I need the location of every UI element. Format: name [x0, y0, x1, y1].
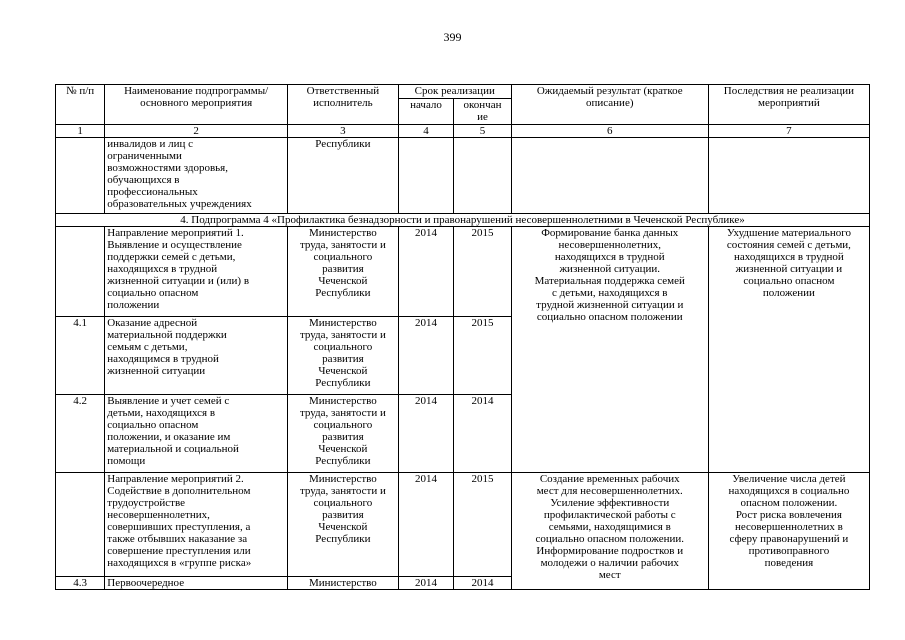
column-numbers-row — [56, 125, 870, 138]
header-executor: Ответственный исполнитель — [287, 85, 398, 125]
header-name: Наименование подпрограммы/ основного мероприятия — [105, 85, 288, 125]
row-name: Выявление и учет семей с детьми, находящихся в социально опасном положении, и оказание им материальной и социальной помощи — [105, 395, 288, 473]
colnum-4: 4 — [398, 125, 453, 138]
row-executor: Министерство труда, занятости и социального развития Чеченской Республики — [287, 227, 398, 317]
row-name: Первоочередное — [105, 577, 288, 590]
row-executor: Министерство труда, занятости и социального развития Чеченской Республики — [287, 395, 398, 473]
row-end: 2015 — [454, 317, 511, 395]
header-row — [56, 85, 870, 99]
row-executor: Министерство труда, занятости и социального развития Чеченской Республики — [287, 317, 398, 395]
table-row — [56, 227, 870, 317]
row-result: Создание временных рабочих мест для несовершеннолетних. Усиление эффективности профилактической работы с семьями, находящимися в социально опасном положении. Информирование подростков и молодежи о наличии рабочих мест — [511, 473, 708, 590]
colnum-3: 3 — [287, 125, 398, 138]
row-executor: Республики — [287, 138, 398, 214]
row-name: Направление мероприятий 2. Содействие в дополнительном трудоустройстве несовершеннолетних, совершивших преступления, а также отбывших наказание за совершение преступления или находящихся в «группе риска» — [105, 473, 288, 577]
page-number: 399 — [443, 30, 462, 44]
row-end: 2015 — [454, 227, 511, 317]
row-start: 2014 — [398, 317, 453, 395]
row-start: 2014 — [398, 395, 453, 473]
row-end: 2014 — [454, 395, 511, 473]
header-end: окончан ие — [454, 99, 511, 125]
table-row — [56, 138, 870, 214]
measures-table — [55, 84, 870, 590]
row-result: Формирование банка данных несовершеннолетних, находящихся в трудной жизненной ситуации. Материальная поддержка семей с детьми, находящихся в трудной жизненной ситуации и социально опасном положении — [511, 227, 708, 473]
row-num: 4.1 — [56, 317, 105, 395]
row-consequence: Ухудшение материального состояния семей с детьми, находящихся в трудной жизненной ситуации и социально опасном положении — [708, 227, 869, 473]
header-num: № п/п — [56, 85, 105, 125]
row-end: 2015 — [454, 473, 511, 577]
table-row — [56, 473, 870, 577]
colnum-7: 7 — [708, 125, 869, 138]
colnum-6: 6 — [511, 125, 708, 138]
row-executor: Министерство труда, занятости и социального развития Чеченской Республики — [287, 473, 398, 577]
row-start: 2014 — [398, 577, 453, 590]
row-num: 4.3 — [56, 577, 105, 590]
section-row — [56, 214, 870, 227]
row-start: 2014 — [398, 227, 453, 317]
row-name: инвалидов и лиц с ограниченными возможностями здоровья, обучающихся в профессиональных образовательных учреждениях — [105, 138, 288, 214]
colnum-5: 5 — [454, 125, 511, 138]
row-consequence: Увеличение числа детей находящихся в социально опасном положении. Рост риска вовлечения несовершеннолетних в сферу правонарушений и противоправного поведения — [708, 473, 869, 590]
colnum-1: 1 — [56, 125, 105, 138]
row-start: 2014 — [398, 473, 453, 577]
header-term: Срок реализации — [398, 85, 511, 99]
row-name: Направление мероприятий 1. Выявление и осуществление поддержки семей с детьми, находящихся в трудной жизненной ситуации и (или) в социально опасном положении — [105, 227, 288, 317]
row-num: 4.2 — [56, 395, 105, 473]
row-end: 2014 — [454, 577, 511, 590]
header-start: начало — [398, 99, 453, 125]
row-executor: Министерство — [287, 577, 398, 590]
section-title: 4. Подпрограмма 4 «Профилактика безнадзорности и правонарушений несовершеннолетними в Чеченской Республике» — [56, 214, 870, 227]
row-name: Оказание адресной материальной поддержки семьям с детьми, находящимся в трудной жизненной ситуации — [105, 317, 288, 395]
colnum-2: 2 — [105, 125, 288, 138]
header-result: Ожидаемый результат (краткое описание) — [511, 85, 708, 125]
header-consequence: Последствия не реализации мероприятий — [708, 85, 869, 125]
